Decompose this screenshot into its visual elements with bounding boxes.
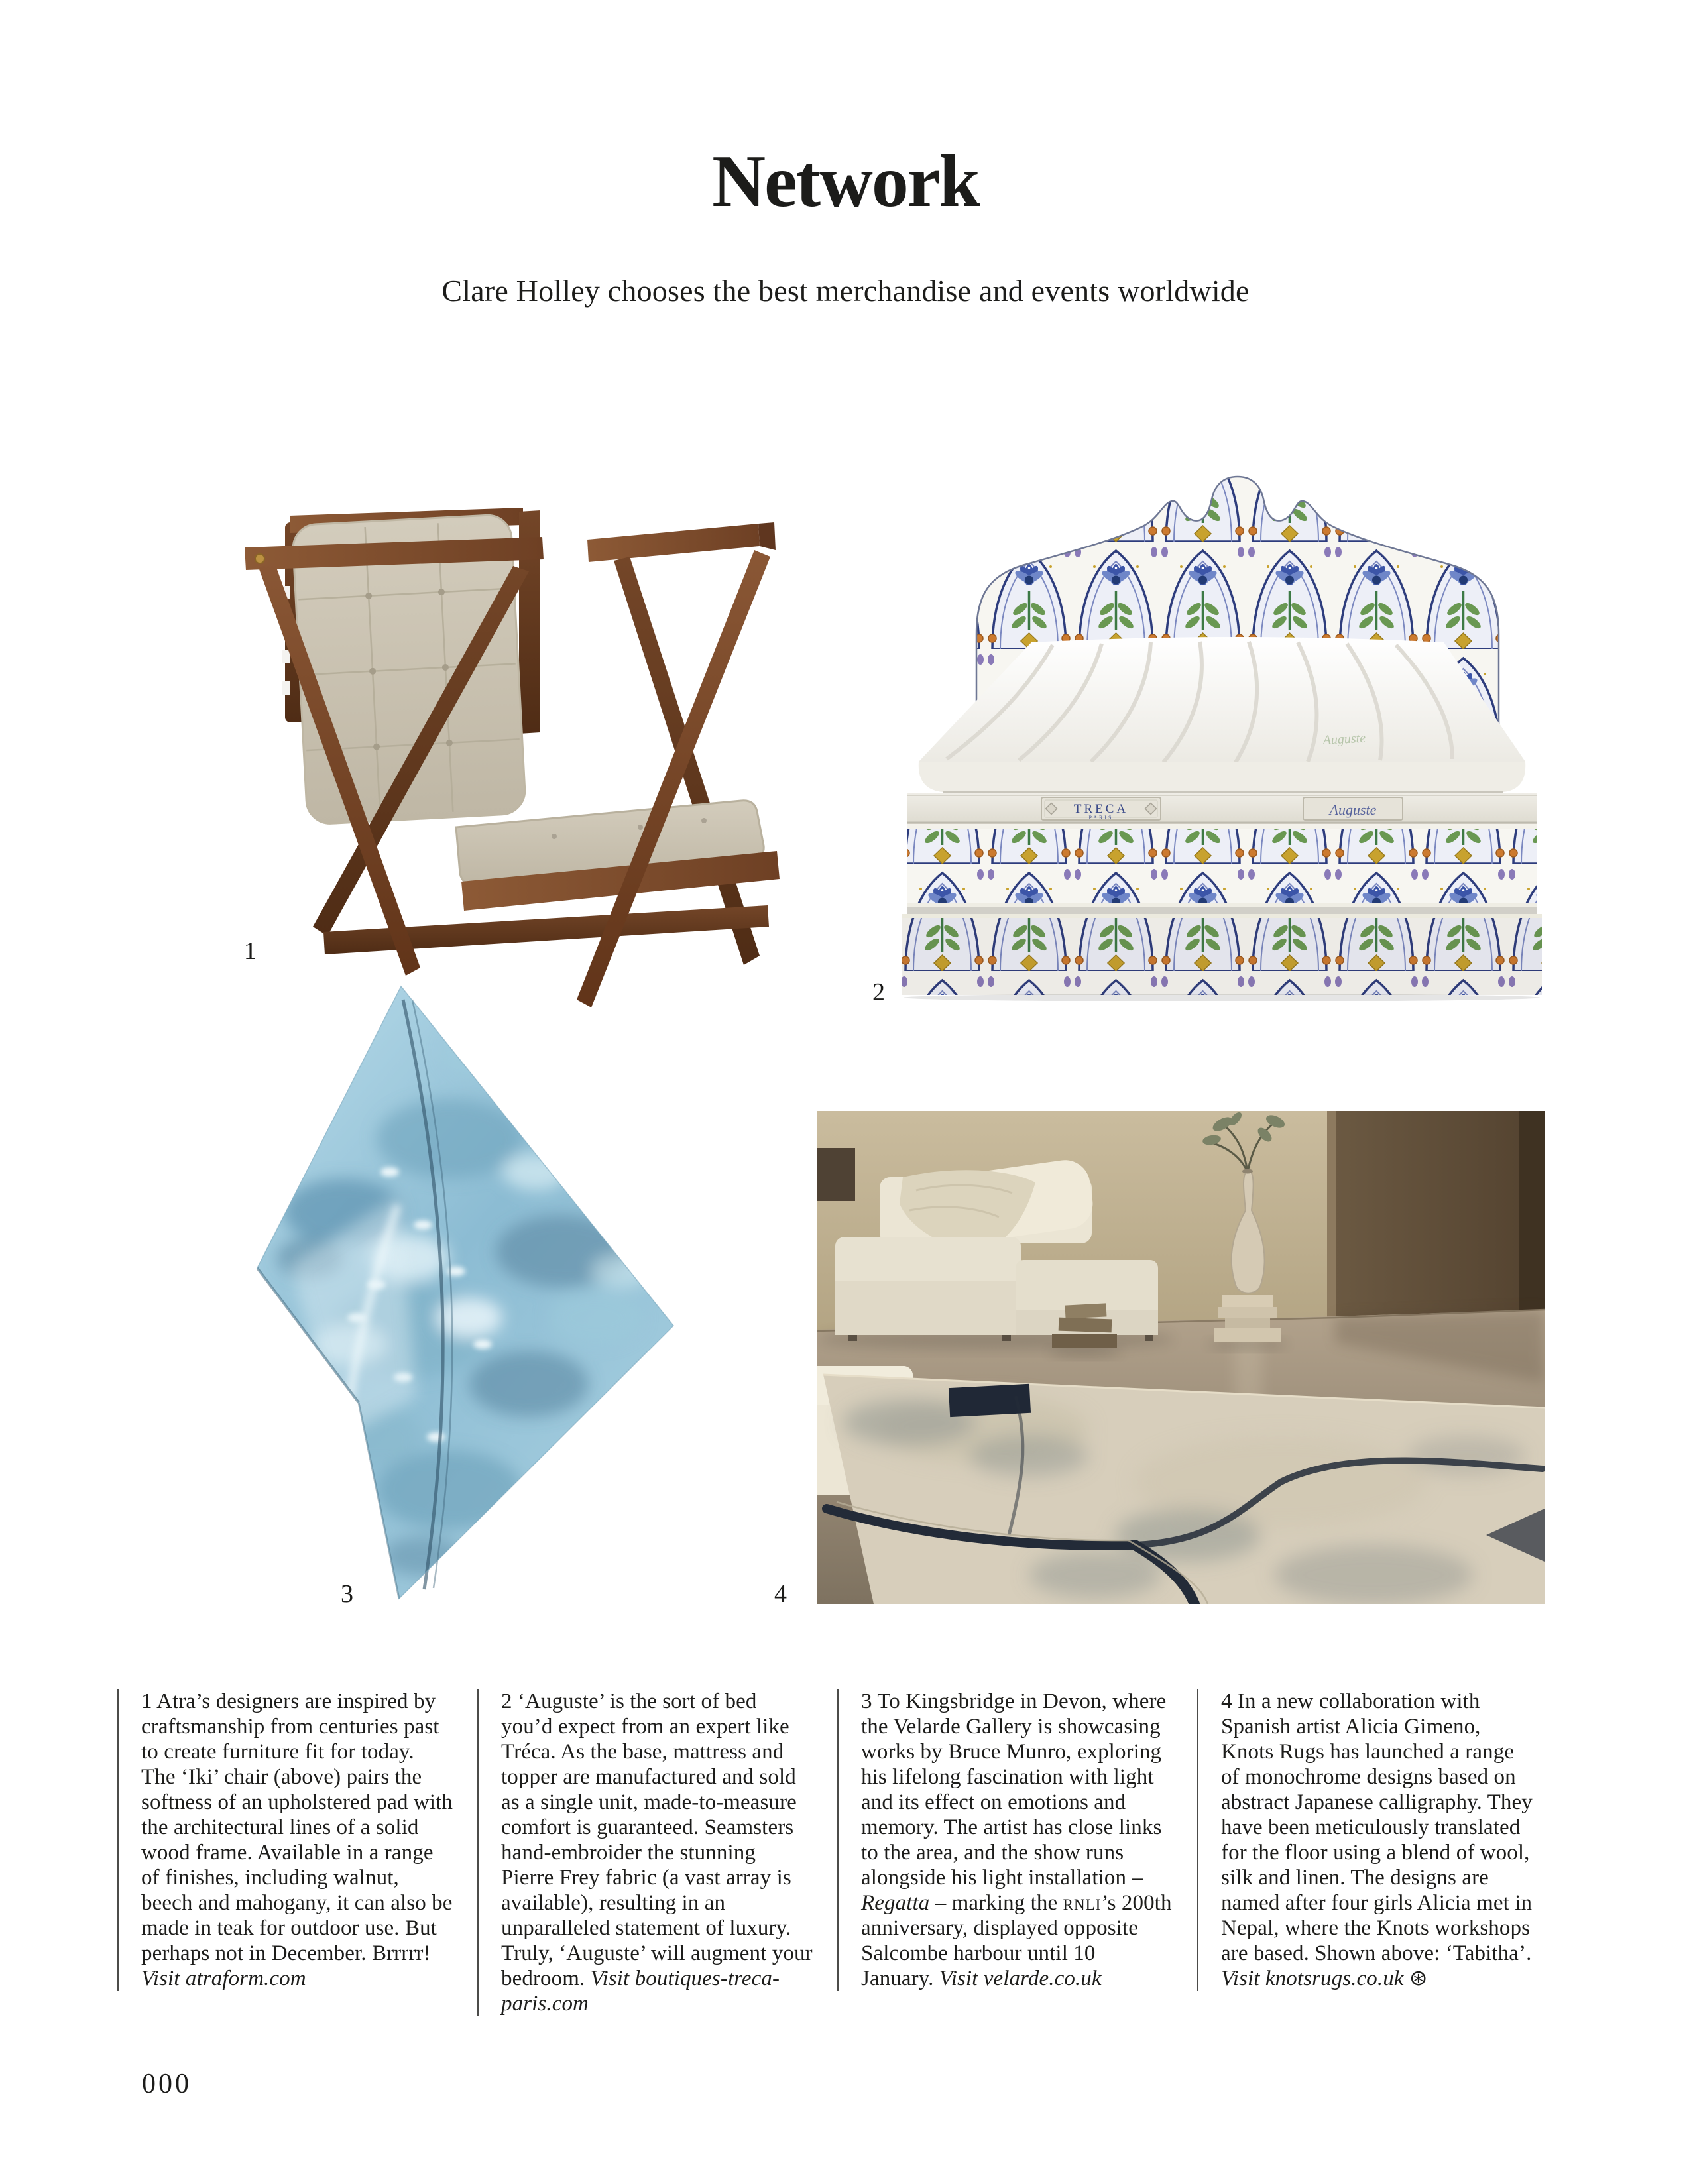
room-dark-wall [1335, 1111, 1545, 1316]
figure-label-1: 1 [244, 937, 257, 965]
chair-illustration [243, 451, 787, 1026]
figure-bed-photo [899, 434, 1545, 1001]
column-3-velarde: 3 To Kingsbridge in Devon, where the Velarde Gallery is showcasing works by Bruce Munro, exploring his lifelong fascination with light and its effect on emotions and memory. The artist has close links to the area, and the show runs alongside his light installation – Regatta – marking the rnli’s 200th anniversary, displayed opposite Salcombe harbour until 10 January. Visit velarde.co.uk [837, 1689, 1173, 1991]
figure-room-photo [817, 1111, 1545, 1604]
artwork-illustration [251, 973, 681, 1603]
page-title: Network [712, 141, 979, 223]
column-1-atra: 1 Atra’s designers are inspired by craftsmanship from centuries past to create furniture fit for today. The ‘Iki’ chair (above) pairs the softness of an upholstered pad with the architectural lines of a solid wood frame. Available in a range of finishes, including walnut, beech and mahogany, it can also be made in teak for outdoor use. But perhaps not in December. Brrrrr! Visit atraform.com [117, 1689, 453, 1991]
page-subtitle: Clare Holley chooses the best merchandise and events worldwide [441, 274, 1250, 308]
bed-illustration [899, 434, 1545, 1001]
svg-text:PARIS: PARIS [1088, 815, 1114, 821]
figure-label-3: 3 [341, 1580, 353, 1608]
bed-mattress-box [907, 824, 1537, 907]
artwork-water-texture [277, 1026, 652, 1576]
bed-divan-base [902, 914, 1542, 995]
column-2-treca: 2 ‘Auguste’ is the sort of bed you’d expect from an expert like Tréca. As the base, mattress and topper are manufactured and sold as a single unit, made-to-measure comfort is guaranteed. Seamsters hand-embroider the stunning Pierre Frey fabric (a vast array is available), resulting in an unparalleled statement of luxury. Truly, ‘Auguste’ will augment your bedroom. Visit boutiques-treca-paris.com [477, 1689, 813, 2016]
bed-brand-label [1041, 797, 1161, 821]
room-cabinet [817, 1148, 855, 1201]
topper-embroidery: Auguste [1322, 730, 1366, 748]
figure-chair-photo [243, 451, 787, 1026]
figure-label-4: 4 [774, 1580, 787, 1608]
room-rug [823, 1375, 1545, 1604]
chair-right-armrest [587, 522, 776, 562]
figure-artwork-photo [251, 973, 681, 1603]
room-illustration [817, 1111, 1545, 1604]
bed-model-label [1303, 797, 1403, 820]
bed-mattress-band [907, 793, 1537, 824]
page-number: 000 [142, 2069, 192, 2099]
figure-label-2: 2 [872, 978, 885, 1006]
column-4-knots-rugs: 4 In a new collaboration with Spanish artist Alicia Gimeno, Knots Rugs has launched a range of monochrome designs based on abstract Japanese calligraphy. They have been meticulously translated for the floor using a blend of wool, silk and linen. The designs are named after four girls Alicia met in Nepal, where the Knots workshops are based. Shown above: ‘Tabitha’. Visit knotsrugs.co.uk ⊛ [1197, 1689, 1533, 1991]
svg-text:TRECA: TRECA [1073, 802, 1129, 816]
svg-text:Auguste: Auguste [1329, 801, 1377, 818]
